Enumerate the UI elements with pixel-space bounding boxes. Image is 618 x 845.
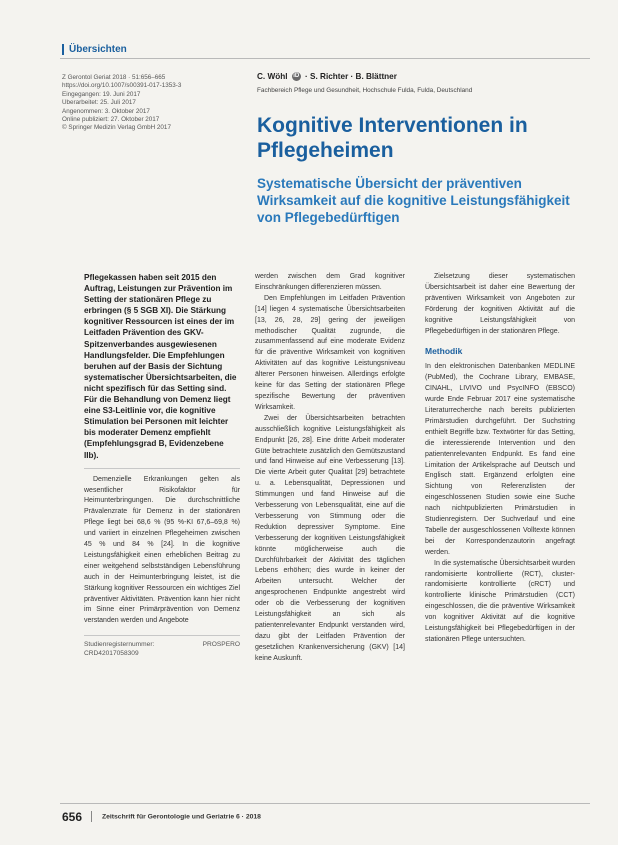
top-divider (60, 58, 590, 59)
bottom-divider (60, 803, 590, 804)
body-paragraph: In die systematische Übersichtsarbeit wurden randomisierte kontrollierte (RCT), cluster-randomisierte kontrollierte (cRCT) und kontrollierte klinische Primärstudien (CCT) eingeschlossen, die die präventive Wirksamkeit von kognitiver Aktivität auf die kognitive Leistungsfähigkeit bei Pflegebedürftigen in der stationären Pflege untersuchten. (425, 559, 575, 643)
article-subtitle: Systematische Übersicht der präventiven Wirksamkeit auf die kognitive Leistungsfähigkeit von Pflegebedürftigen (257, 176, 570, 225)
page-number: 656 (62, 809, 83, 824)
article-metadata (62, 74, 242, 133)
column-middle (255, 272, 405, 665)
meta-accepted: Angenommen: 3. Oktober 2017 (62, 107, 150, 115)
meta-copyright: © Springer Medizin Verlag GmbH 2017 (62, 124, 171, 132)
section-heading-methodik: Methodik (425, 346, 463, 357)
study-registration: Studienregisternummer: PROSPERO CRD42017058309 (84, 635, 240, 658)
abstract-divider (84, 468, 240, 469)
author-list (257, 72, 397, 81)
meta-revised: Überarbeitet: 25. Juli 2017 (62, 99, 136, 107)
meta-doi-link[interactable]: https://doi.org/10.1007/s00391-017-1353-3 (62, 82, 182, 90)
body-paragraph: Zwei der Übersichtsarbeiten betrachten ausschließlich kognitive Leistungsfähigkeit als Endpunkt [26, 28]. Eine dritte Arbeit moderater Güte betrachtete zusätzlich den Gemütszustand und fand Hinweise auf eine Verbesserung [13]. Die vierte Arbeit guter Qualität [29] betrachtete u. a. Lebensqualität, Depressionen und Stimmungen und fand Hinweise auf die Verbesserung von Lebensqualität, eine auf die Verbesserung von Stimmung oder die Reduktion depressiver Symptome. Eine Verbesserung der kognitiven Leistungsfähigkeit könnte möglicherweise auch die Durchführbarkeit der Aktivität des täglichen Lebens erhöhen; dies wurde in keiner der Arbeiten untersucht. Welcher der angesprochenen Endpunkte angestrebt wird oder ob die Verbesserung der kognitiven Leistungsfähigkeit an sich als patientenrelevanter Endpunkt verstanden wird, dazu gibt der Leitfaden Prävention der gesetzlichen Krankenversicherung (GKV) [14] keine Auskunft. (255, 414, 405, 662)
author-others: · S. Richter · B. Blättner (305, 72, 397, 81)
lead-abstract: Pflegekassen haben seit 2015 den Auftrag, Leistungen zur Prävention im Setting der stationären Pflege zu erbringen (§ 5 SGB XI). Die Stärkung kognitiver Ressourcen ist eines der im Leitfaden Prävention des GKV-Spitzenverbandes ausgewiesenen Handlungsfelder. Die Empfehlungen beruhen auf der Basis der Sichtung systematischer Übersichtsarbeiten, die nicht spezifisch für das Setting sind. Für die Behandlung von Demenz liegt eine S3-Leitlinie vor, die kognitive Stimulation bei Personen mit leichter bis moderater Demenz empfiehlt (Empfehlungsgrad B, Evidenzebene IIb). (84, 273, 237, 460)
page-footer (62, 808, 261, 826)
meta-published: Online publiziert: 27. Oktober 2017 (62, 116, 160, 124)
body-paragraph: In den elektronischen Datenbanken MEDLINE (PubMed), the Cochrane Library, EMBASE, CINAHL, LIVIVO und PsycINFO (EBSCO) wurde Ende Februar 2017 eine systematische Literaturrecherche nach bereits publizierten Primärstudien durchgeführt. Der Suchstring enthielt Begriffe bzw. Textwörter für das Setting, die interessierende Intervention und den patientenrelevanten Endpunkt. Es fand eine Limitation der Artikelsprache auf Deutsch und Englisch statt. Ergänzend erfolgten eine Sichtung von Referenzlisten der eingeschlossenen Studien sowie eine Suche nach nichtpublizierten Primärstudien in Studienregistern. Der Suchverlauf und eine Tabelle der ausgeschlossenen Volltexte können bei der Korrespondenzautorin angefragt werden. (425, 363, 575, 556)
footer-separator (91, 811, 92, 822)
section-label: Übersichten (62, 44, 127, 55)
meta-received: Eingegangen: 19. Juni 2017 (62, 90, 141, 98)
body-paragraph: Demenzielle Erkrankungen gelten als wesentlicher Risikofaktor für Heimunterbringungen. Die durchschnittliche Prävalenzrate für Demenz in der stationären Pflege liegt bei 68,6 % (95 %-KI 67,6–69,8 %) und variiert in einzelnen Pflegeheimen zwischen 45 % und 84 % [24]. In die kognitive Leistungsfähigkeit einen erheblichen Beitrag zu einer weitgehend selbstständigen Lebensführung auch in der Heimunterbringung leistet, ist die Stärkung kognitiver Ressourcen ein wichtiges Ziel präventiver Aktivitäten. Prävention kann hier nicht im Sinne einer Primärprävention von Demenz verstanden werden und Angebote (84, 475, 240, 625)
orcid-icon[interactable]: iD (293, 73, 300, 80)
journal-name: Zeitschrift für Gerontologie und Geriatrie 6 · 2018 (101, 813, 261, 821)
meta-citation: Z Gerontol Geriat 2018 · 51:656–665 (62, 74, 166, 81)
author-first: C. Wöhl (257, 72, 288, 81)
column-right (425, 272, 575, 646)
body-paragraph: Den Empfehlungen im Leitfaden Prävention [14] liegen 4 systematische Übersichtsarbeiten [13, 26, 28, 29] gering der jeweiligen methodischer Qualität zugrunde, die zusammenfassend auf eine moderate Evidenz für die präventive Wirksamkeit von kognitiven Aktivitäten auf das kognitive Leistungsniveau älterer Personen hinweisen. Allerdings erfolgte keine für das Setting der stationären Pflege spezifische Bewertung der präventiven Wirksamkeit. (255, 294, 405, 411)
column-left (84, 272, 240, 658)
body-paragraph: werden zwischen dem Grad kognitiver Einschränkungen differenzieren müssen. (255, 273, 405, 291)
body-paragraph: Zielsetzung dieser systematischen Übersichtsarbeit ist daher eine Bewertung der präventiven Wirksamkeit von Angeboten zur Förderung der kognitiven Aktivität auf die kognitive Leistungsfähigkeit von Pflegebedürftigen in der stationären Pflege. (425, 273, 575, 335)
article-title: Kognitive Interventionen in Pflegeheimen (257, 114, 528, 162)
author-affiliation: Fachbereich Pflege und Gesundheit, Hochschule Fulda, Fulda, Deutschland (257, 87, 473, 94)
